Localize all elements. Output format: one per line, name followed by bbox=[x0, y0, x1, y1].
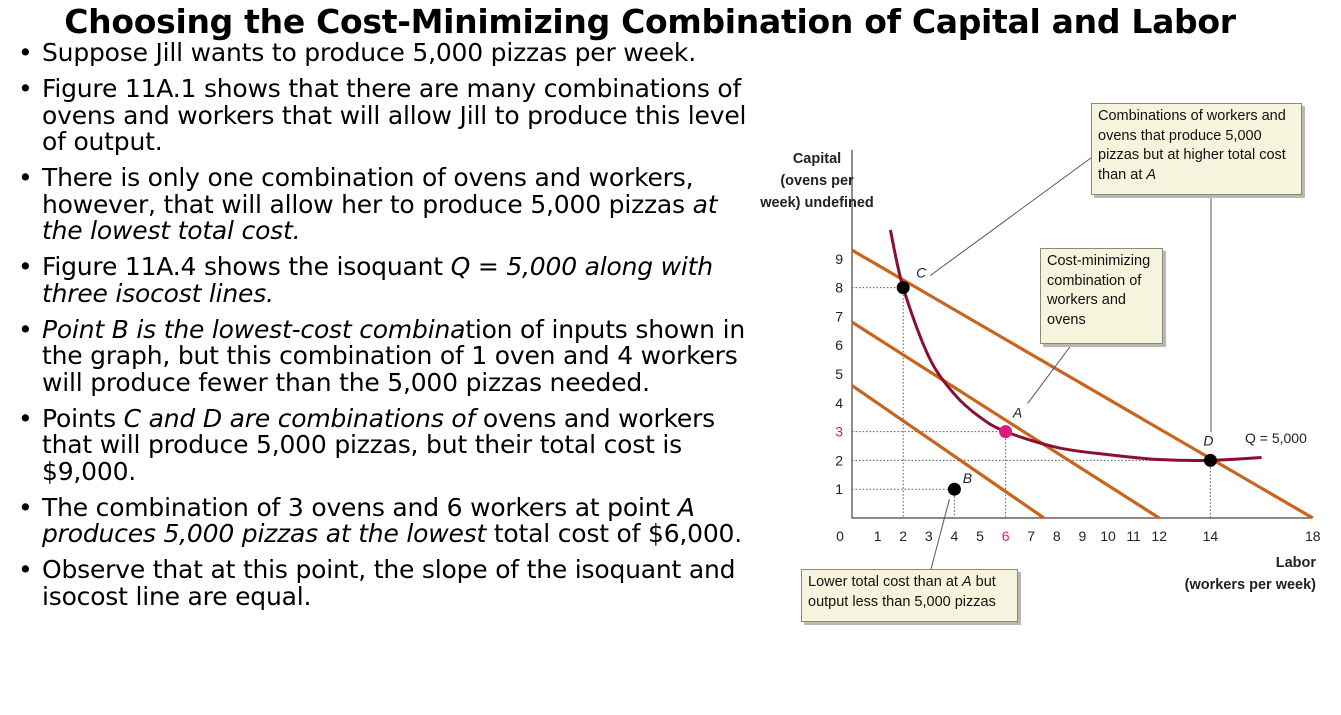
y-tick-label: 7 bbox=[835, 308, 843, 325]
point-d bbox=[1204, 454, 1217, 467]
callout-text: Cost-minimizing combination of workers and ovens bbox=[1047, 253, 1151, 328]
point-c bbox=[897, 281, 910, 294]
bullet-text: at the lowest total cost. bbox=[42, 189, 718, 245]
bullet-text: Points bbox=[42, 403, 124, 433]
bullet-text: total cost of $6,000. bbox=[493, 519, 743, 548]
x-tick-label: 14 bbox=[1202, 528, 1219, 544]
point-label: D bbox=[1203, 432, 1214, 449]
x-tick-label: 3 bbox=[924, 528, 933, 544]
y-tick-label: 4 bbox=[835, 394, 843, 411]
y-axis-title: (ovens per bbox=[780, 173, 854, 189]
x-tick-label: 0 bbox=[836, 528, 844, 544]
isoquant-label: Q = 5,000 bbox=[1245, 430, 1307, 446]
bullet-text: C and D are combinations of bbox=[123, 403, 483, 433]
bullet-text: Point B is the lowest-cost combina bbox=[42, 314, 466, 344]
point-label: A bbox=[1012, 404, 1023, 421]
bullet-text: Suppose Jill wants to produce 5,000 pizzas per week. bbox=[42, 38, 696, 67]
callout-cost-minimizing bbox=[1040, 248, 1163, 344]
bullet-text: ovens and workers that will produce 5,000 pizzas, but their total cost is $9,000. bbox=[42, 403, 716, 486]
callout-text: but output less than 5,000 pizzas bbox=[808, 574, 996, 610]
callout-text: Combinations of workers and ovens that produce 5,000 pizzas but at higher total cost than at bbox=[1098, 108, 1286, 183]
callout-text: A bbox=[961, 574, 972, 590]
point-a bbox=[999, 425, 1012, 438]
bullet-text: tion of inputs shown in the graph, but this combination of 1 oven and 4 workers will produce fewer than the 5,000 pizzas needed. bbox=[42, 314, 745, 397]
x-tick-label: 1 bbox=[873, 528, 882, 544]
point-label: C bbox=[916, 264, 927, 281]
y-axis-title: week) undefined bbox=[760, 195, 874, 211]
point-b bbox=[948, 483, 961, 496]
x-tick-label: 2 bbox=[899, 528, 908, 544]
x-tick-label: 11 bbox=[1126, 528, 1141, 544]
x-axis-title: (workers per week) bbox=[1184, 577, 1316, 593]
x-tick-label: 4 bbox=[950, 528, 959, 544]
y-tick-label: 6 bbox=[835, 337, 843, 354]
x-tick-label: 8 bbox=[1052, 528, 1061, 544]
x-tick-label: 18 bbox=[1305, 528, 1321, 544]
y-tick-label: 9 bbox=[835, 250, 843, 267]
x-axis-title: Labor bbox=[1275, 555, 1316, 571]
point-label: B bbox=[962, 470, 973, 487]
callout-lower-cost bbox=[801, 569, 1018, 622]
y-tick-label: 1 bbox=[835, 481, 843, 498]
callout-higher-cost bbox=[1091, 103, 1302, 195]
bullet-text: Figure 11A.4 shows the isoquant bbox=[42, 252, 451, 281]
x-tick-label: 7 bbox=[1027, 528, 1036, 544]
y-axis-title: Capital bbox=[792, 151, 842, 167]
x-tick-label: 9 bbox=[1078, 528, 1087, 544]
callout-text: A bbox=[1146, 166, 1157, 183]
bullet-text: Figure 11A.1 shows that there are many combinations of ovens and workers that will allow Jill to produce this level of output. bbox=[42, 74, 747, 156]
bullet-text: The combination of 3 ovens and 6 workers at point bbox=[42, 492, 678, 522]
bullet-text: A produces 5,000 pizzas at the lowest bbox=[42, 492, 695, 548]
y-tick-label: 5 bbox=[835, 366, 843, 382]
y-tick-label: 3 bbox=[835, 423, 843, 440]
bullet-text: Q = 5,000 along with three isocost lines. bbox=[42, 252, 713, 308]
x-tick-label: 6 bbox=[1001, 528, 1010, 544]
y-tick-label: 2 bbox=[835, 452, 843, 469]
bullet-text: There is only one combination of ovens and workers, however, that will allow her to produce 5,000 pizzas bbox=[42, 163, 694, 219]
x-tick-label: 5 bbox=[976, 528, 984, 544]
leader-line bbox=[931, 499, 949, 569]
y-tick-label: 8 bbox=[835, 279, 843, 296]
x-tick-label: 10 bbox=[1100, 528, 1116, 544]
x-tick-label: 12 bbox=[1151, 528, 1167, 544]
slide-title: Choosing the Cost-Minimizing Combination of Capital and Labor bbox=[64, 2, 1236, 41]
callout-text: Lower total cost than at bbox=[808, 574, 962, 590]
bullet-text: Observe that at this point, the slope of the isoquant and isocost line are equal. bbox=[42, 555, 736, 611]
